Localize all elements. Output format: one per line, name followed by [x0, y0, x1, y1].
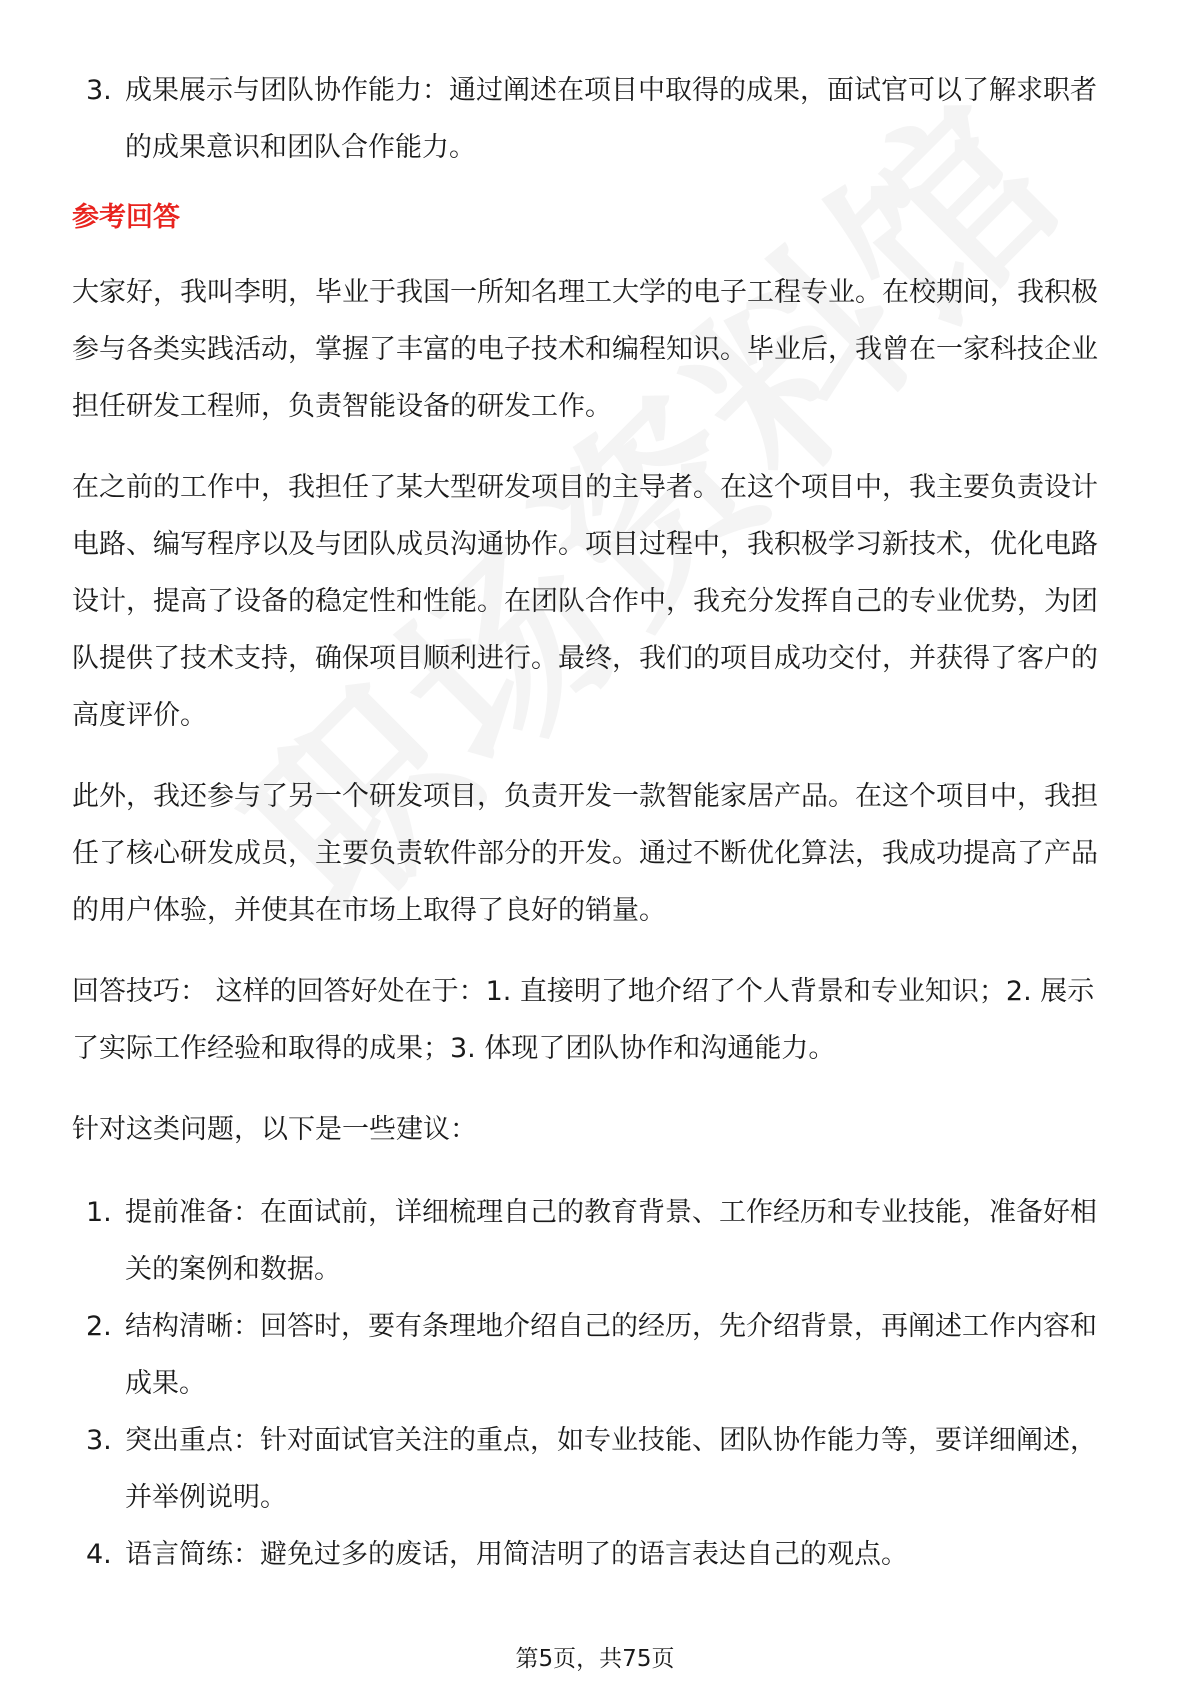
advice-intro-paragraph: 针对这类问题，以下是一些建议： — [72, 1114, 477, 1145]
list-item-text: 成果展示与团队协作能力：通过阐述在项目中取得的成果，面试官可以了解求职者的成果意识和团队合作能力。 — [125, 75, 1097, 163]
section-heading: 参考回答 — [72, 202, 180, 233]
list-item — [72, 62, 1120, 176]
advice-list — [72, 1184, 1120, 1583]
list-item — [72, 1412, 1120, 1526]
list-item-number: 2. — [86, 1311, 112, 1342]
list-item — [72, 1526, 1120, 1583]
list-item — [72, 1298, 1120, 1412]
list-item-text: 提前准备：在面试前，详细梳理自己的教育背景、工作经历和专业技能，准备好相关的案例和数据。 — [125, 1197, 1097, 1285]
list-item — [72, 1184, 1120, 1298]
answer-paragraph-smart-home: 此外，我还参与了另一个研发项目，负责开发一款智能家居产品。在这个项目中，我担任了核心研发成员，主要负责软件部分的开发。通过不断优化算法，我成功提高了产品的用户体验，并使其在市场上取得了良好的销量。 — [72, 781, 1098, 926]
page-content — [72, 62, 1120, 1583]
list-item-text: 语言简练：避免过多的废话，用简洁明了的语言表达自己的观点。 — [125, 1539, 908, 1570]
answer-paragraph-project-lead: 在之前的工作中，我担任了某大型研发项目的主导者。在这个项目中，我主要负责设计电路、编写程序以及与团队成员沟通协作。项目过程中，我积极学习新技术，优化电路设计，提高了设备的稳定性和性能。在团队合作中，我充分发挥自己的专业优势，为团队提供了技术支持，确保项目顺利进行。最终，我们的项目成功交付，并获得了客户的高度评价。 — [72, 472, 1098, 731]
answer-paragraph-intro: 大家好，我叫李明，毕业于我国一所知名理工大学的电子工程专业。在校期间，我积极参与各类实践活动，掌握了丰富的电子技术和编程知识。毕业后，我曾在一家科技企业担任研发工程师，负责智能设备的研发工作。 — [72, 277, 1098, 422]
list-item-text: 突出重点：针对面试官关注的重点，如专业技能、团队协作能力等，要详细阐述，并举例说明。 — [125, 1425, 1097, 1513]
list-item-number: 3. — [86, 1425, 112, 1456]
evaluation-points-list — [72, 62, 1120, 176]
list-item-number: 4. — [86, 1539, 112, 1570]
page-footer: 第5页，共75页 — [515, 1646, 675, 1672]
answer-tips-paragraph: 回答技巧： 这样的回答好处在于：1. 直接明了地介绍了个人背景和专业知识；2. 展示了实际工作经验和取得的成果；3. 体现了团队协作和沟通能力。 — [72, 976, 1095, 1064]
list-item-number: 1. — [86, 1197, 112, 1228]
list-item-number: 3. — [86, 75, 112, 106]
list-item-text: 结构清晰：回答时，要有条理地介绍自己的经历，先介绍背景，再阐述工作内容和成果。 — [125, 1311, 1097, 1399]
